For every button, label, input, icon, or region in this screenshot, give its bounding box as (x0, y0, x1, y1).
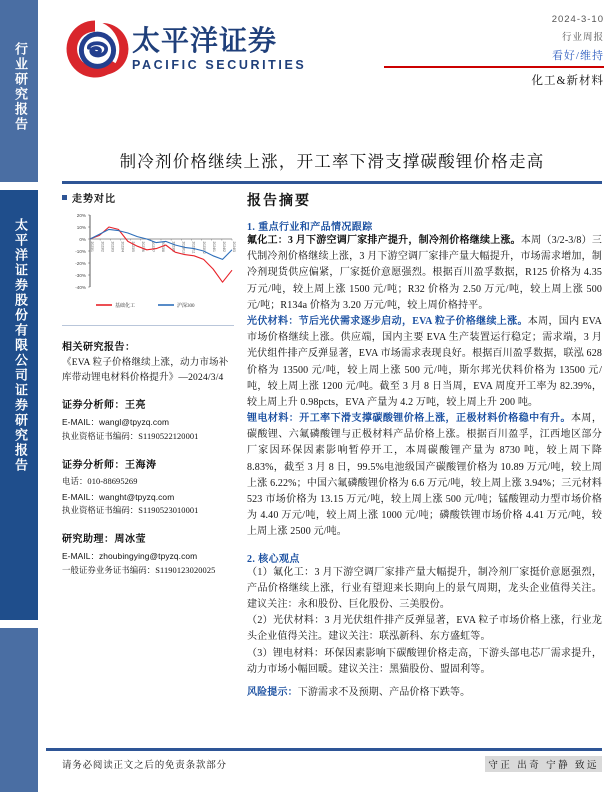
summary-section-1-title: 1. 重点行业和产品情况跟踪 (247, 222, 373, 233)
document-header (46, 0, 612, 130)
chart-divider (62, 325, 234, 326)
svg-text:2023/5: 2023/5 (130, 241, 135, 252)
analyst-name: 研究助理：周冰莹 (62, 533, 146, 545)
bullet-square-icon (62, 195, 67, 200)
analyst-credential: 执业资格证书编码：S1190522120001 (62, 432, 199, 442)
core-view-point: （2）光伏材料：3 月光伏组件排产反弹显著，EVA 粒子市场价格上涨，行业龙头企业值得关注。建议关注：联泓新科、东方盛虹等。 (247, 615, 602, 643)
summary-paragraph-lead: 锂电材料：开工率下滑支撑碳酸锂价格上涨，正极材料价格稳中有升。 (247, 413, 571, 425)
summary-heading: 报告摘要 (247, 194, 311, 209)
svg-text:2023/2: 2023/2 (100, 241, 105, 252)
header-meta-block (384, 14, 604, 88)
svg-text:2023/9: 2023/9 (171, 241, 176, 252)
pacific-securities-logo-icon (64, 18, 126, 80)
report-type: 行业周报 (561, 33, 604, 43)
summary-paragraph-lead: 氟化工：3 月下游空调厂家排产提升，制冷剂价格继续上涨。 (247, 235, 521, 246)
svg-text:2024/2: 2024/2 (222, 241, 227, 252)
chart-section-heading (62, 190, 234, 205)
logo-english-name: PACIFIC SECURITIES (132, 57, 307, 72)
left-column (62, 190, 237, 578)
chart-canvas (62, 209, 237, 319)
svg-text:2023/7: 2023/7 (151, 241, 156, 252)
svg-text:2023/8: 2023/8 (161, 241, 166, 252)
rating-badge: 看好/维持 (551, 50, 604, 62)
svg-text:-20%: -20% (75, 261, 86, 266)
summary-section-2-title: 2. 核心观点 (247, 553, 300, 565)
sidebar-band-top (0, 0, 38, 182)
logo-text-block (132, 26, 306, 71)
chart-section-title: 走势对比 (72, 194, 116, 205)
company-logo (64, 18, 306, 80)
svg-text:2024/1: 2024/1 (211, 241, 216, 252)
summary-paragraph (247, 314, 602, 411)
footer-disclaimer: 请务必阅读正文之后的免责条款部分 (62, 761, 227, 771)
analyst-credential: 一般证券业务证书编码：S1190123020025 (62, 565, 216, 575)
title-divider (62, 181, 602, 184)
analyst-block (62, 456, 234, 519)
svg-text:0%: 0% (79, 237, 86, 242)
header-red-rule (384, 66, 604, 68)
page-title: 制冷剂价格继续上涨，开工率下滑支撑碳酸锂价格走高 (119, 152, 545, 171)
svg-text:2023/1: 2023/1 (90, 241, 95, 252)
analyst-credential: 执业资格证书编码：S1190523010001 (62, 506, 199, 516)
logo-chinese-name: 太平洋证券 (132, 25, 278, 57)
trend-comparison-chart (62, 209, 237, 319)
svg-text:20%: 20% (76, 213, 86, 218)
footer-divider (46, 748, 602, 751)
analyst-contact: E-MAIL：wangl@tpyzq.com (62, 417, 170, 428)
related-reports-block (62, 338, 234, 385)
footer-slogan: 守正 出奇 宁静 致远 (485, 756, 602, 772)
risk-disclosure (247, 685, 602, 701)
analyst-name: 证券分析师：王亮 (62, 400, 146, 412)
svg-text:2023/4: 2023/4 (120, 241, 125, 252)
spacer-2 (247, 678, 602, 685)
summary-points (247, 565, 602, 678)
sidebar-band-top-label: 行业研究报告 (13, 42, 28, 132)
summary-paragraph-body: 本周（3/2-3/8）三代制冷剂价格继续上涨，3 月下游空调厂家排产量大幅提升，市场需求增加，制冷剂现货供应偏紧，厂家挺价意愿强烈。根据百川盈孚数据，R125 价格为 4.35 万元/吨，较上周上涨 1500 元/吨；R32 价格为 2.50 万元/吨，较上周上涨 500 元/吨；R134a 价格为 3.20 万元/吨，较上周价格持平。 (247, 235, 603, 311)
document-footer (62, 756, 602, 772)
analysts-container (62, 396, 234, 578)
related-reports-text: 《EVA 粒子价格继续上涨，动力市场补库带动锂电材料价格提升》—2024/3/4 (62, 358, 229, 383)
report-date: 2024-3-10 (551, 14, 604, 25)
analyst-contact: E-MAIL：zhoubingying@tpyzq.com (62, 550, 198, 561)
svg-text:-40%: -40% (75, 285, 86, 290)
core-view-point: （3）锂电材料：环保因素影响下碳酸锂价格走高，下游头部电芯厂需求提升，动力市场小幅回暖。建议关注：黑猫股份、盟固利等。 (247, 647, 602, 675)
svg-text:2023/10: 2023/10 (181, 241, 186, 254)
svg-text:2023/6: 2023/6 (140, 241, 145, 252)
risk-text: 下游需求不及预期、产品价格下跌等。 (297, 686, 471, 698)
analyst-credential: 电话：010-88695269 (62, 476, 138, 486)
svg-text:2023/11: 2023/11 (191, 241, 196, 254)
summary-blocks (247, 233, 602, 541)
svg-text:2023/3: 2023/3 (110, 241, 115, 252)
sidebar-band-middle (0, 190, 38, 620)
sidebar-band-bottom (0, 628, 38, 792)
svg-text:基础化工: 基础化工 (115, 303, 136, 309)
analyst-block (62, 530, 234, 578)
svg-text:10%: 10% (76, 225, 86, 230)
sector-label: 化工&新材料 (531, 75, 604, 88)
summary-paragraph-body: 本周，国内 EVA 市场价格继续上涨。供应端，国内主要 EVA 生产装置运行稳定；需求端，3 月光伏组件排产反弹显著，EVA 市场需求表现良好。根据百川盈孚数据，联泓 628 价格为 13500 元/吨，较上周上涨 500 元/吨，斯尔邦光伏料价格为 13500 元/吨，较上周上涨 1200 元/吨。截至 3 月 8 日当周，EVA 周度开工率为 82.39%，较上周上升 0.98pcts，EVA 产量为 4.2 万吨，较上周上升 200 吨。 (247, 315, 602, 408)
svg-text:沪深300: 沪深300 (177, 303, 195, 309)
summary-paragraph (247, 233, 602, 314)
svg-text:-10%: -10% (75, 249, 86, 254)
svg-text:-30%: -30% (75, 273, 86, 278)
sidebar-band-middle-label: 太平洋证券股份有限公司证券研究报告 (13, 218, 28, 473)
summary-paragraph (247, 411, 602, 541)
spacer (247, 541, 602, 548)
risk-label: 风险提示： (247, 686, 298, 698)
related-reports-heading: 相关研究报告： (62, 342, 136, 353)
analyst-block (62, 396, 234, 444)
core-view-point: （1）氟化工：3 月下游空调厂家排产量大幅提升，制冷剂厂家挺价意愿强烈，产品价格继续上涨，行业有望迎来长期向上的景气周期，龙头企业值得关注。建议关注：永和股份、巨化股份、三美股份。 (247, 566, 602, 610)
summary-paragraph-lead: 光伏材料：节后光伏需求逐步启动，EVA 粒子价格继续上涨。 (247, 315, 528, 327)
analyst-name: 证券分析师：王海涛 (62, 459, 157, 471)
analyst-contact: E-MAIL：wanght@tpyzq.com (62, 491, 175, 502)
svg-text:2024/3: 2024/3 (232, 241, 237, 252)
right-column (247, 190, 602, 701)
svg-text:2023/12: 2023/12 (201, 241, 206, 254)
summary-paragraph-body: 本周，碳酸锂、六氟磷酸锂与正极材料产品价格上涨。根据百川盈孚，江西地区部分厂家因环保因素影响暂停开工，本周碳酸锂产量为 8730 吨，较上周下降 8.83%，截至 3 月 8 日，99.5%电池级国产碳酸锂价格为 10.89 万元/吨，较上周上涨 6.22%；中国六氟磷酸锂价格为 6.6 万元/吨，较上周上涨 3.94%；三元材料 523 市场价格为 13.15 万元/吨，较上周上涨 500 元/吨；锰酸锂动力型市场价格为 4.40 万元/吨，较上周上涨 1000 元/吨；磷酸铁锂市场价格 4.41 万元/吨，较上周上涨 2500 元/吨。 (247, 413, 603, 538)
